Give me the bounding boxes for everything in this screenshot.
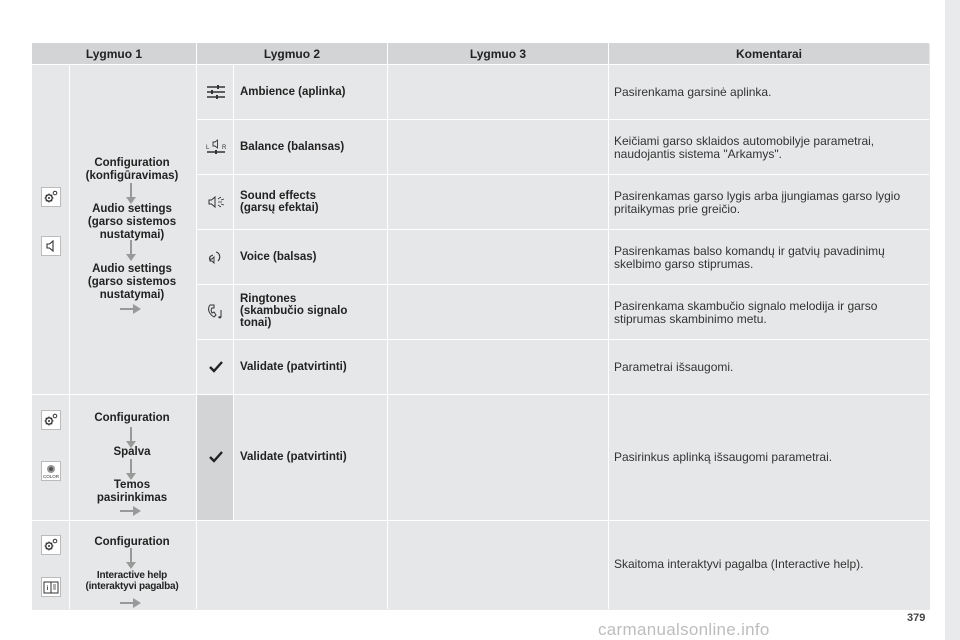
color-icon-label: COLOR xyxy=(42,474,60,479)
theme-comment: Pasirinkus aplinką išsaugomi parametrai. xyxy=(614,450,833,464)
balance-icon xyxy=(206,137,226,157)
page-number: 379 xyxy=(907,612,926,624)
balance-comment: Keičiami garso sklaidos automobilyje parametrai, naudojantis sistema "Arkamys". xyxy=(614,134,875,161)
row-divider xyxy=(197,339,929,340)
watermark: carmanualsonline.info xyxy=(598,620,770,639)
down-arrow-icon xyxy=(124,459,138,481)
col-divider xyxy=(233,64,234,520)
page-edge-bar xyxy=(945,0,960,640)
voice-label: Voice (balsas) xyxy=(240,251,317,263)
level1-audio-settings: Audio settings (garso sistemos nustatymai) xyxy=(87,203,177,241)
row-divider xyxy=(197,174,929,175)
validate-label: Validate (patvirtinti) xyxy=(240,451,347,463)
down-arrow-icon xyxy=(124,183,138,205)
sound-effects-icon xyxy=(206,192,226,212)
gear-icon xyxy=(41,187,61,207)
header-level1: Lygmuo 1 xyxy=(32,43,196,64)
checkmark-icon xyxy=(206,357,226,377)
row-divider xyxy=(197,119,929,120)
level1-interactive-help: Interactive help (interaktyvi pagalba) xyxy=(85,570,179,592)
col-divider xyxy=(608,43,609,609)
equalizer-icon xyxy=(206,82,226,102)
color-icon xyxy=(41,461,61,481)
level1-theme-selection: Temos pasirinkimas xyxy=(96,479,168,504)
header-comments: Komentarai xyxy=(609,43,929,64)
settings-table xyxy=(31,43,931,611)
row-divider xyxy=(31,64,929,65)
header-level2: Lygmuo 2 xyxy=(197,43,387,64)
validate-comment: Parametrai išsaugomi. xyxy=(614,360,734,374)
row-divider xyxy=(31,394,929,395)
interactive-help-comment: Skaitoma interaktyvi pagalba (Interactive help). xyxy=(614,557,864,571)
level1-configuration: Configuration xyxy=(94,412,170,424)
col-divider xyxy=(196,43,197,609)
voice-icon xyxy=(206,247,226,267)
svg-text:R: R xyxy=(222,145,226,151)
help-book-icon xyxy=(41,577,61,597)
ambience-comment: Pasirenkama garsinė aplinka. xyxy=(614,85,772,99)
level1-configuration: Configuration (konfigūravimas) xyxy=(85,157,179,182)
ringtones-label: Ringtones (skambučio signalo tonai) xyxy=(240,293,348,329)
svg-text:i: i xyxy=(46,586,49,592)
svg-text:L: L xyxy=(206,145,210,151)
gear-icon xyxy=(41,410,61,430)
balance-label: Balance (balansas) xyxy=(240,141,345,153)
down-arrow-icon xyxy=(124,240,138,262)
row-divider xyxy=(197,229,929,230)
speaker-icon xyxy=(41,236,61,256)
col-divider xyxy=(387,43,388,609)
row-divider xyxy=(197,284,929,285)
level1-configuration: Configuration xyxy=(94,536,170,548)
validate-label: Validate (patvirtinti) xyxy=(240,361,347,373)
checkmark-icon xyxy=(206,447,226,467)
down-arrow-icon xyxy=(124,548,138,570)
header-level3: Lygmuo 3 xyxy=(388,43,608,64)
right-arrow-icon xyxy=(120,505,142,517)
sound-effects-label: Sound effects (garsų efektai) xyxy=(240,190,319,214)
right-arrow-icon xyxy=(120,597,142,609)
gear-icon xyxy=(41,535,61,555)
ringtone-icon xyxy=(206,302,226,322)
col-divider xyxy=(69,64,70,609)
right-arrow-icon xyxy=(120,303,142,315)
ambience-label: Ambience (aplinka) xyxy=(240,86,346,98)
sound-effects-comment: Pasirenkamas garso lygis arba įjungiamas garso lygio pritaikymas prie greičio. xyxy=(614,189,901,216)
voice-comment: Pasirenkamas balso komandų ir gatvių pavadinimų skelbimo garso stiprumas. xyxy=(614,244,885,271)
level1-audio-settings-2: Audio settings (garso sistemos nustatymai) xyxy=(87,263,177,301)
row-divider xyxy=(31,520,929,521)
ringtones-comment: Pasirenkama skambučio signalo melodija ir garso stiprumas skambinimo metu. xyxy=(614,299,878,326)
level1-spalva: Spalva xyxy=(113,446,151,458)
